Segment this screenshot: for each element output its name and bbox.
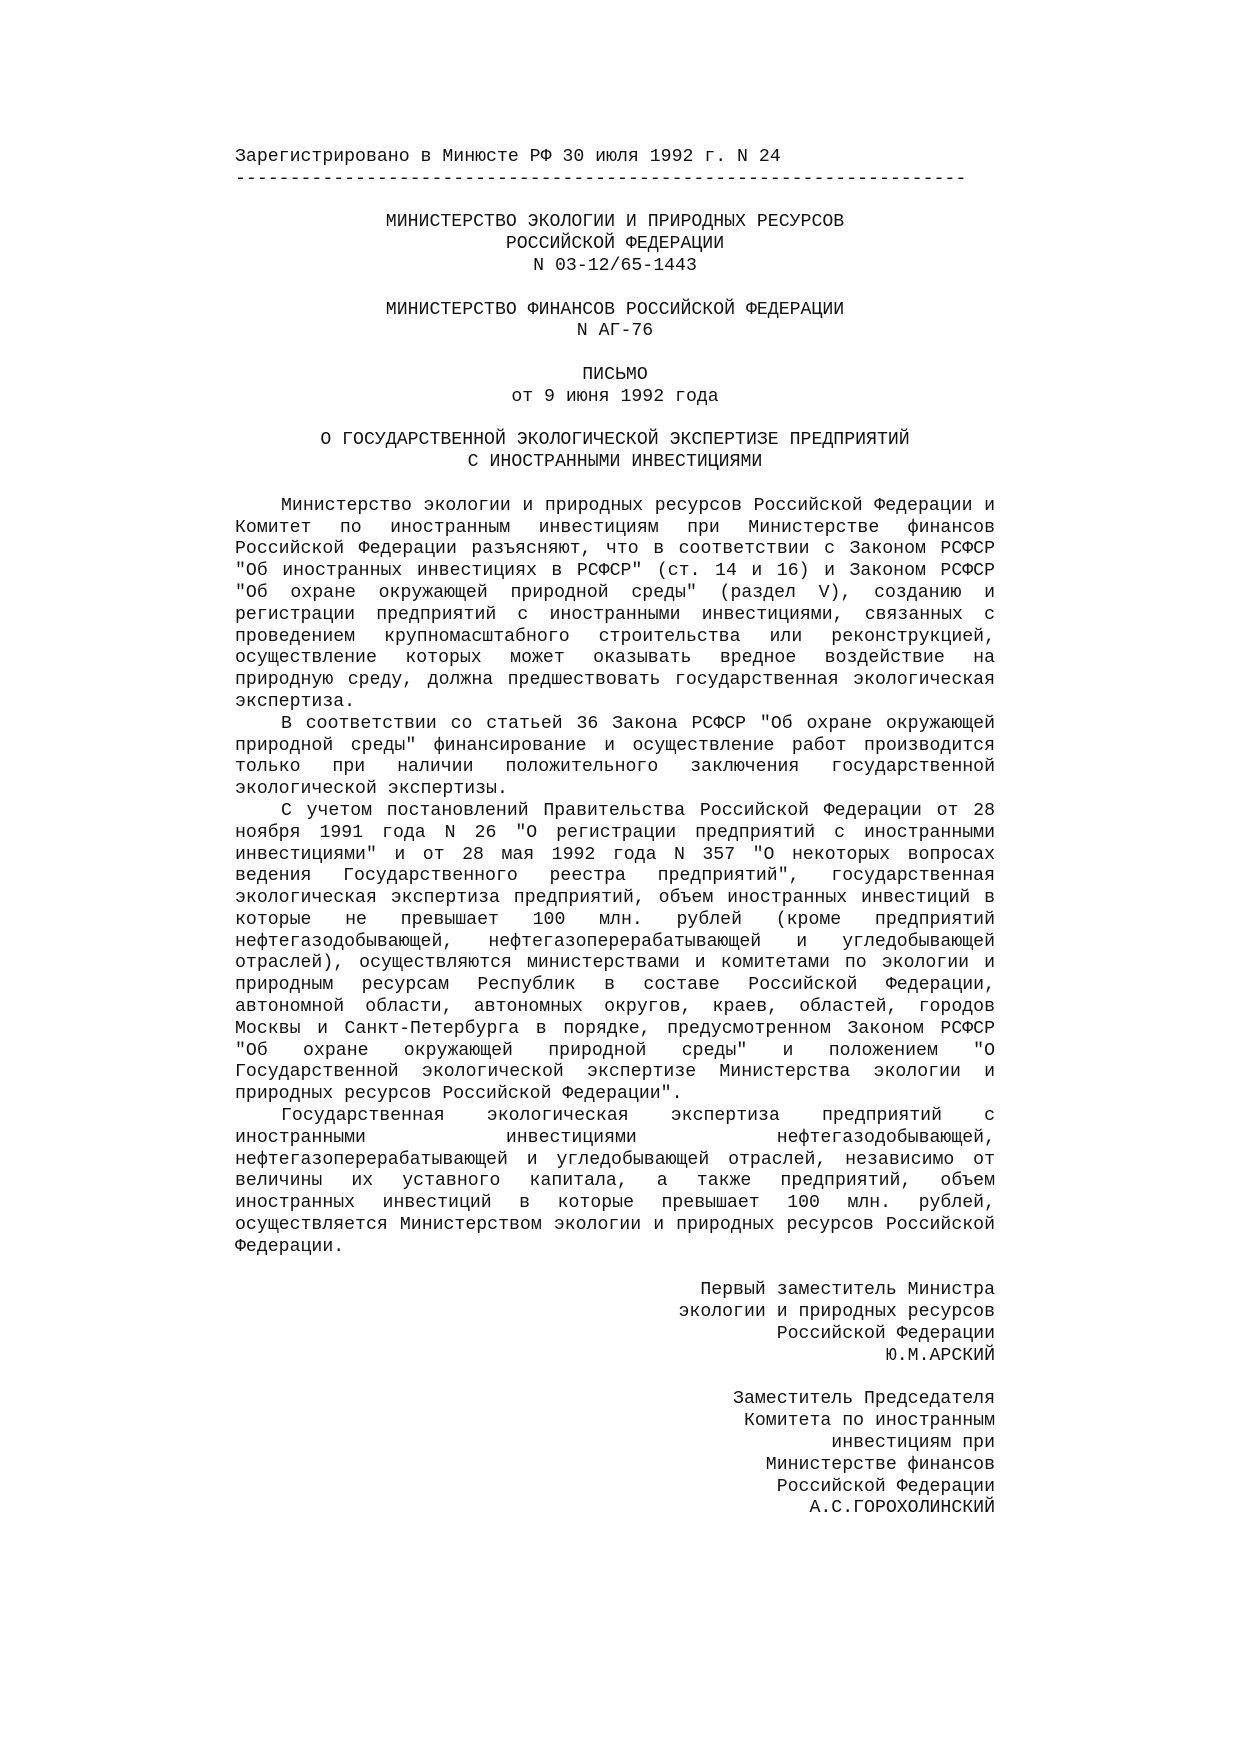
body-paragraph-3: С учетом постановлений Правительства Российской Федерации от 28 ноября 1991 года N 26 "О регистрации предприятий с иностранными инвестициями" и от 28 мая 1992 года N 357 "О некоторых вопросах ведения Государственного реестра предприятий", государственная экологическая экспертиза предприятий, объем иностранных инвестиций в которые не превышает 100 млн. рублей (кроме предприятий нефтегазодобывающей, нефтегазоперерабатывающей и угледобывающей отраслей), осуществляются министерствами и комитетами по экологии и природным ресурсам Республик в составе Российской Федерации, автономной области, автономных округов, краев, областей, городов Москвы и Санкт-Петербурга в порядке, предусмотренном Законом РСФСР "Об охране окружающей природной среды" и положением "О Государственной экологической экспертизе Министерства экологии и природных ресурсов Российской Федерации". [235,800,995,1105]
signature-block-2 [235,1389,995,1520]
document-title [235,430,995,474]
document-title-line1: О ГОСУДАРСТВЕННОЙ ЭКОЛОГИЧЕСКОЙ ЭКСПЕРТИЗЕ ПРЕДПРИЯТИЙ [320,430,910,451]
body-paragraph-1: Министерство экологии и природных ресурсов Российской Федерации и Комитет по иностранным инвестициям при Министерстве финансов Российской Федерации разъясняют, что в соответствии с Законом РСФСР "Об иностранных инвестициях в РСФСР" (ст. 14 и 16) и Законом РСФСР "Об охране окружающей природной среды" (раздел V), созданию и регистрации предприятий с иностранными инвестициями, связанных с проведением крупномасштабного строительства или реконструкцией, осуществление которых может оказывать вредное воздействие на природную среду, должна предшествовать государственная экологическая экспертиза. [235,495,995,712]
ministry-ecology-header [235,212,995,277]
signature2-position-line1: Заместитель Председателя [733,1389,995,1410]
document-title-line2: С ИНОСТРАННЫМИ ИНВЕСТИЦИЯМИ [467,452,763,473]
ministry-ecology-name-line2: РОССИЙСКОЙ ФЕДЕРАЦИИ [505,234,725,255]
signature2-name: А.С.ГОРОХОЛИНСКИЙ [809,1498,995,1519]
ministry-finance-name: МИНИСТЕРСТВО ФИНАНСОВ РОССИЙСКОЙ ФЕДЕРАЦИИ [385,299,845,320]
signature-block-1 [235,1280,995,1367]
body-paragraph-2: В соответствии со статьей 36 Закона РСФСР "Об охране окружающей природной среды" финансирование и осуществление работ производится только при наличии положительного заключения государственной экологической экспертизы. [235,713,995,800]
ministry-ecology-name-line1: МИНИСТЕРСТВО ЭКОЛОГИИ И ПРИРОДНЫХ РЕСУРСОВ [385,212,845,233]
document-type: ПИСЬМО [582,364,648,385]
ministry-finance-header [235,300,995,344]
spacer [235,191,995,213]
signature2-position-line5: Российской Федерации [776,1476,995,1497]
spacer [235,343,995,365]
signature2-position-line3: инвестициям при [831,1433,995,1454]
spacer [235,474,995,496]
signature1-name: Ю.М.АРСКИЙ [885,1345,995,1366]
document-body [235,496,995,1259]
registration-note: Зарегистрировано в Минюсте РФ 30 июля 1992 г. N 24 [235,147,781,167]
ministry-ecology-doc-number: N 03-12/65-1443 [533,255,697,276]
signature1-position-line2: экологии и природных ресурсов [678,1302,995,1323]
separator-line: ------------------------------------------------------------------- [235,168,967,189]
document-page [235,147,995,1520]
signature1-position-line3: Российской Федерации [776,1324,995,1345]
ministry-finance-doc-number: N АГ-76 [576,321,654,342]
document-type-block [235,365,995,409]
document-date: от 9 июня 1992 года [511,386,719,407]
signature2-position-line2: Комитета по иностранным [743,1411,995,1432]
signature2-position-line4: Министерстве финансов [765,1454,995,1475]
body-paragraph-4: Государственная экологическая экспертиза предприятий с иностранными инвестициями нефтегазодобывающей, нефтегазоперерабатывающей и угледобывающей отраслей, независимо от величины их уставного капитала, а также предприятий, объем иностранных инвестиций в которые превышает 100 млн. рублей, осуществляется Министерством экологии и природных ресурсов Российской Федерации. [235,1106,995,1257]
signature1-position-line1: Первый заместитель Министра [700,1280,995,1301]
spacer [235,409,995,431]
spacer [235,278,995,300]
